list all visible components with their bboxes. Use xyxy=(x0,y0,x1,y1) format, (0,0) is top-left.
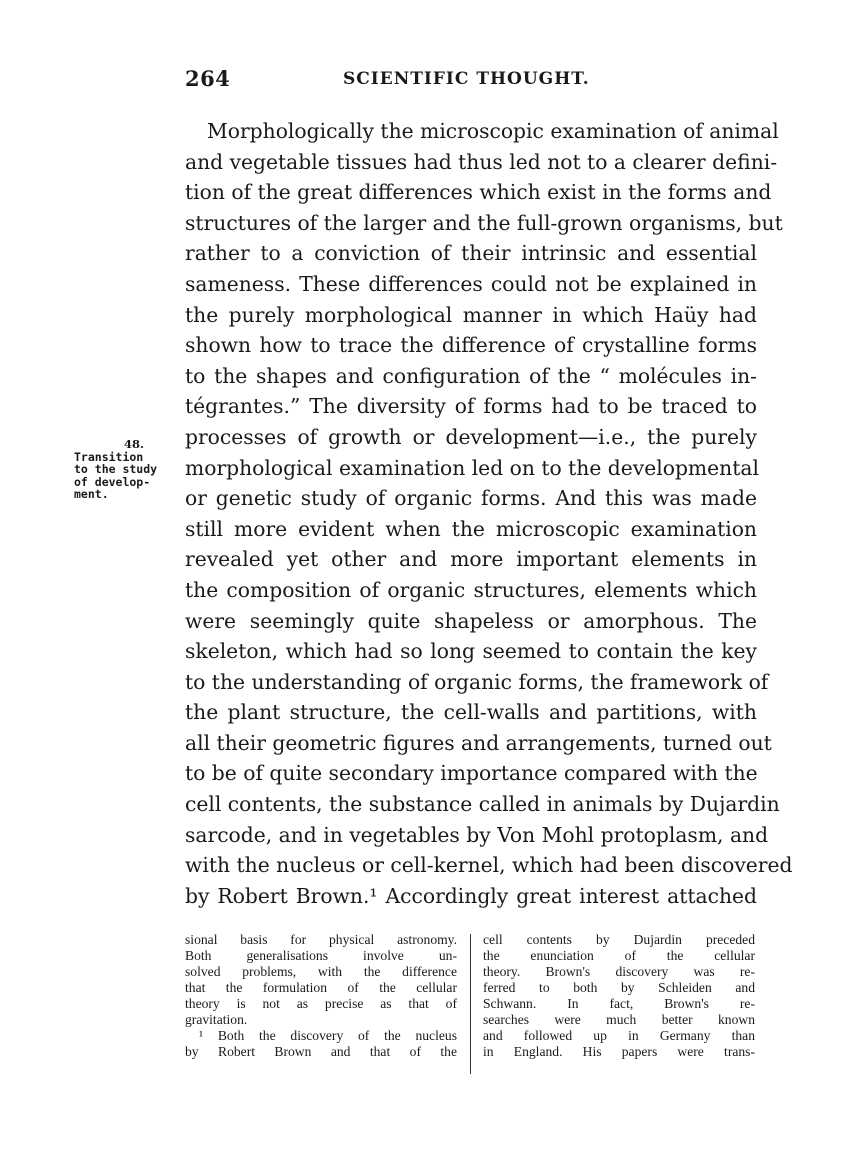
body-line: tion of the great differences which exist in the forms and xyxy=(185,180,772,205)
marginal-note-line: Transition xyxy=(74,449,144,464)
body-line: to the shapes and configuration of the “ molécules in- xyxy=(185,363,757,388)
body-line: cell contents, the substance called in animals by Dujardin xyxy=(185,792,780,817)
body-line: by Robert Brown.¹ Accordingly great interest attached xyxy=(185,883,757,908)
footnote-line: the enunciation of the cellular xyxy=(483,948,755,963)
marginal-note-line: ment. xyxy=(74,487,109,501)
body-line: the plant structure, the cell-walls and partitions, with xyxy=(185,700,757,725)
footnote-line: theory is not as precise as that of xyxy=(185,996,457,1011)
marginal-note-line: of develop- xyxy=(74,474,151,489)
footnote-line: sional basis for physical astronomy. xyxy=(185,932,457,947)
body-line: morphological examination led on to the developmental xyxy=(185,455,759,480)
body-line: or genetic study of organic forms. And this was made xyxy=(185,486,757,511)
footnote-column-left xyxy=(185,932,457,1060)
body-line: with the nucleus or cell-kernel, which had been discovered xyxy=(185,853,793,878)
body-line: to the understanding of organic forms, the framework of xyxy=(185,669,769,694)
footnote-line: cell contents by Dujardin preceded xyxy=(483,932,755,947)
marginal-note-number: 48. xyxy=(123,437,144,451)
body-line: rather to a conviction of their intrinsic and essential xyxy=(185,241,757,266)
body-line: to be of quite secondary importance compared with the xyxy=(185,761,758,786)
body-line: and vegetable tissues had thus led not to a clearer defini- xyxy=(185,149,778,174)
body-line: revealed yet other and more important elements in xyxy=(185,547,757,572)
body-paragraph xyxy=(185,116,793,911)
body-line: skeleton, which had so long seemed to contain the key xyxy=(185,639,757,664)
footnotes xyxy=(185,932,757,1077)
body-line: the purely morphological manner in which Haüy had xyxy=(185,302,757,327)
footnote-line: by Robert Brown and that of the xyxy=(185,1044,457,1059)
body-line: shown how to trace the difference of crystalline forms xyxy=(185,333,757,358)
running-title: SCIENTIFIC THOUGHT. xyxy=(343,69,590,89)
body-line: sameness. These differences could not be explained in xyxy=(185,271,757,296)
body-line: the composition of organic structures, elements which xyxy=(185,577,757,602)
footnote-line: Schwann. In fact, Brown's re- xyxy=(483,996,755,1011)
body-line: all their geometric figures and arrangements, turned out xyxy=(185,730,772,755)
footnote-line: that the formulation of the cellular xyxy=(185,980,457,995)
footnote-line: in England. His papers were trans- xyxy=(483,1044,755,1059)
footnote-column-right xyxy=(483,932,755,1060)
body-line: structures of the larger and the full-grown organisms, but xyxy=(185,210,783,235)
footnote-line: solved problems, with the difference xyxy=(185,964,457,979)
footnote-line: ferred to both by Schleiden and xyxy=(483,980,755,995)
page-number: 264 xyxy=(185,66,231,91)
body-line: were seemingly quite shapeless or amorphous. The xyxy=(185,608,757,633)
footnote-line: theory. Brown's discovery was re- xyxy=(483,964,755,979)
marginal-note xyxy=(74,438,180,501)
body-line: tégrantes.” The diversity of forms had to be traced to xyxy=(185,394,757,419)
footnote-line: gravitation. xyxy=(185,1012,248,1027)
footnote-line: Both generalisations involve un- xyxy=(185,948,457,963)
marginal-note-line: to the study xyxy=(74,462,158,476)
body-line: sarcode, and in vegetables by Von Mohl protoplasm, and xyxy=(185,822,769,847)
running-head xyxy=(185,66,757,92)
body-line: Morphologically the microscopic examination of animal xyxy=(207,119,779,143)
body-line: still more evident when the microscopic examination xyxy=(185,516,757,541)
body-line: processes of growth or development—i.e., the purely xyxy=(185,424,757,449)
footnote-line: searches were much better known xyxy=(483,1012,755,1027)
footnote-column-divider xyxy=(470,934,471,1074)
footnote-line: and followed up in Germany than xyxy=(483,1028,755,1043)
footnote-line: ¹ Both the discovery of the nucleus xyxy=(199,1028,457,1043)
